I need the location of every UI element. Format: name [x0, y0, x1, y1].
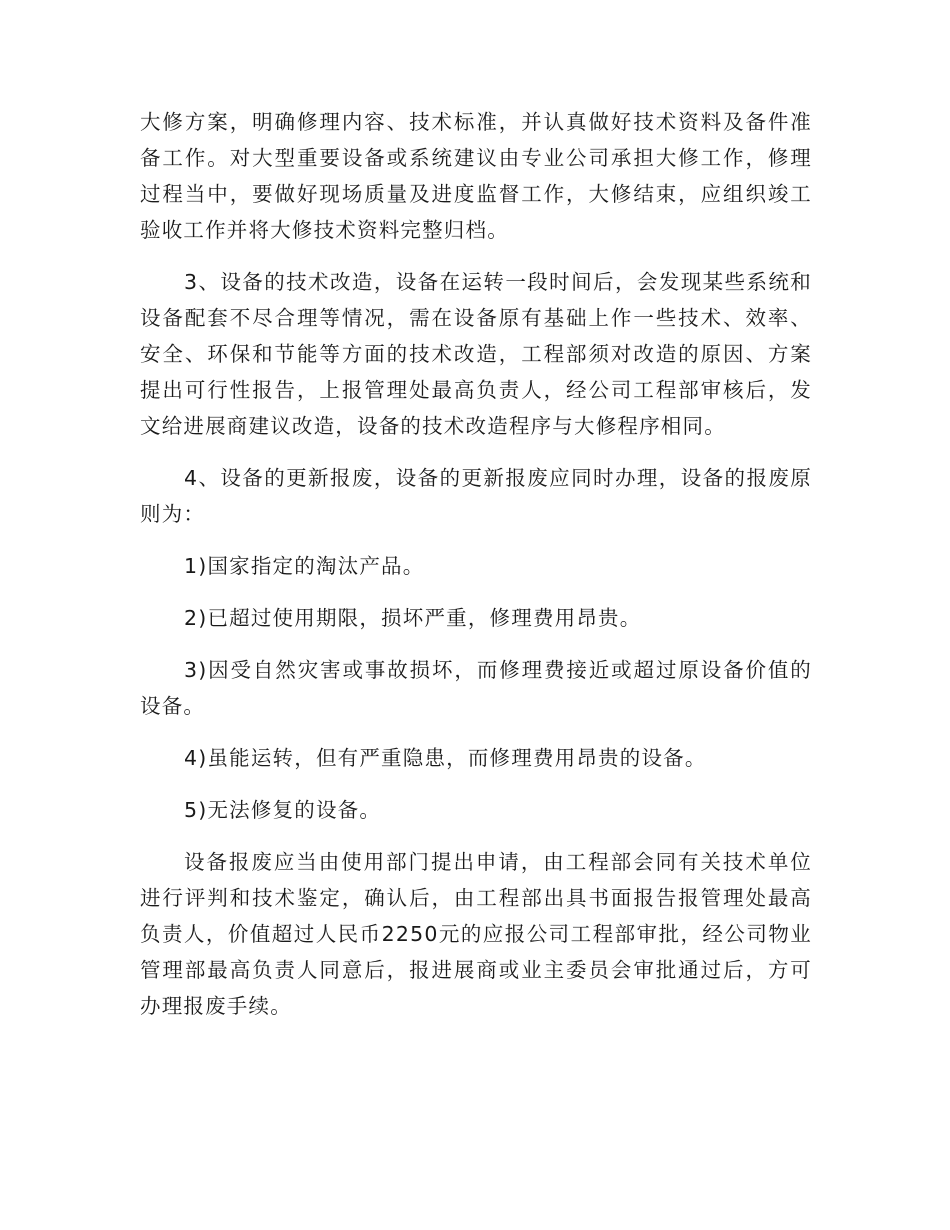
- document-body: [140, 104, 812, 1040]
- list-item-obsolete-products: 1)国家指定的淘汰产品。: [184, 554, 425, 578]
- paragraph-continued: 大修方案，明确修理内容、技术标准，并认真做好技术资料及备件准备工作。对大型重要设备或系统建议由专业公司承担大修工作，修理过程当中，要做好现场质量及进度监督工作，大修结束，应组织竣工验收工作并将大修技术资料完整归档。: [140, 110, 812, 242]
- list-item-disaster-damage: 3)因受自然灾害或事故损坏，而修理费接近或超过原设备价值的设备。: [140, 658, 812, 718]
- list-item-serious-hazard: 4)虽能运转，但有严重隐患，而修理费用昂贵的设备。: [184, 746, 707, 770]
- paragraph-scrapping-procedure: 设备报废应当由使用部门提出申请，由工程部会同有关技术单位进行评判和技术鉴定，确认后，由工程部出具书面报告报管理处最高负责人，价值超过人民币2250元的应报公司工程部审批，经公司物业管理部最高负责人同意后，报进展商或业主委员会审批通过后，方可办理报废手续。: [140, 850, 812, 1018]
- list-item-exceeded-service-life: 2)已超过使用期限，损坏严重，修理费用昂贵。: [184, 606, 642, 630]
- list-item-unrepairable: 5)无法修复的设备。: [184, 798, 382, 822]
- paragraph-technical-renovation: 3、设备的技术改造，设备在运转一段时间后，会发现某些系统和设备配套不尽合理等情况，需在设备原有基础上作一些技术、效率、安全、环保和节能等方面的技术改造，工程部须对改造的原因、方案提出可行性报告，上报管理处最高负责人，经公司工程部审核后，发文给进展商建议改造，设备的技术改造程序与大修程序相同。: [140, 270, 812, 438]
- paragraph-equipment-scrapping: 4、设备的更新报废，设备的更新报废应同时办理，设备的报废原则为：: [140, 466, 812, 526]
